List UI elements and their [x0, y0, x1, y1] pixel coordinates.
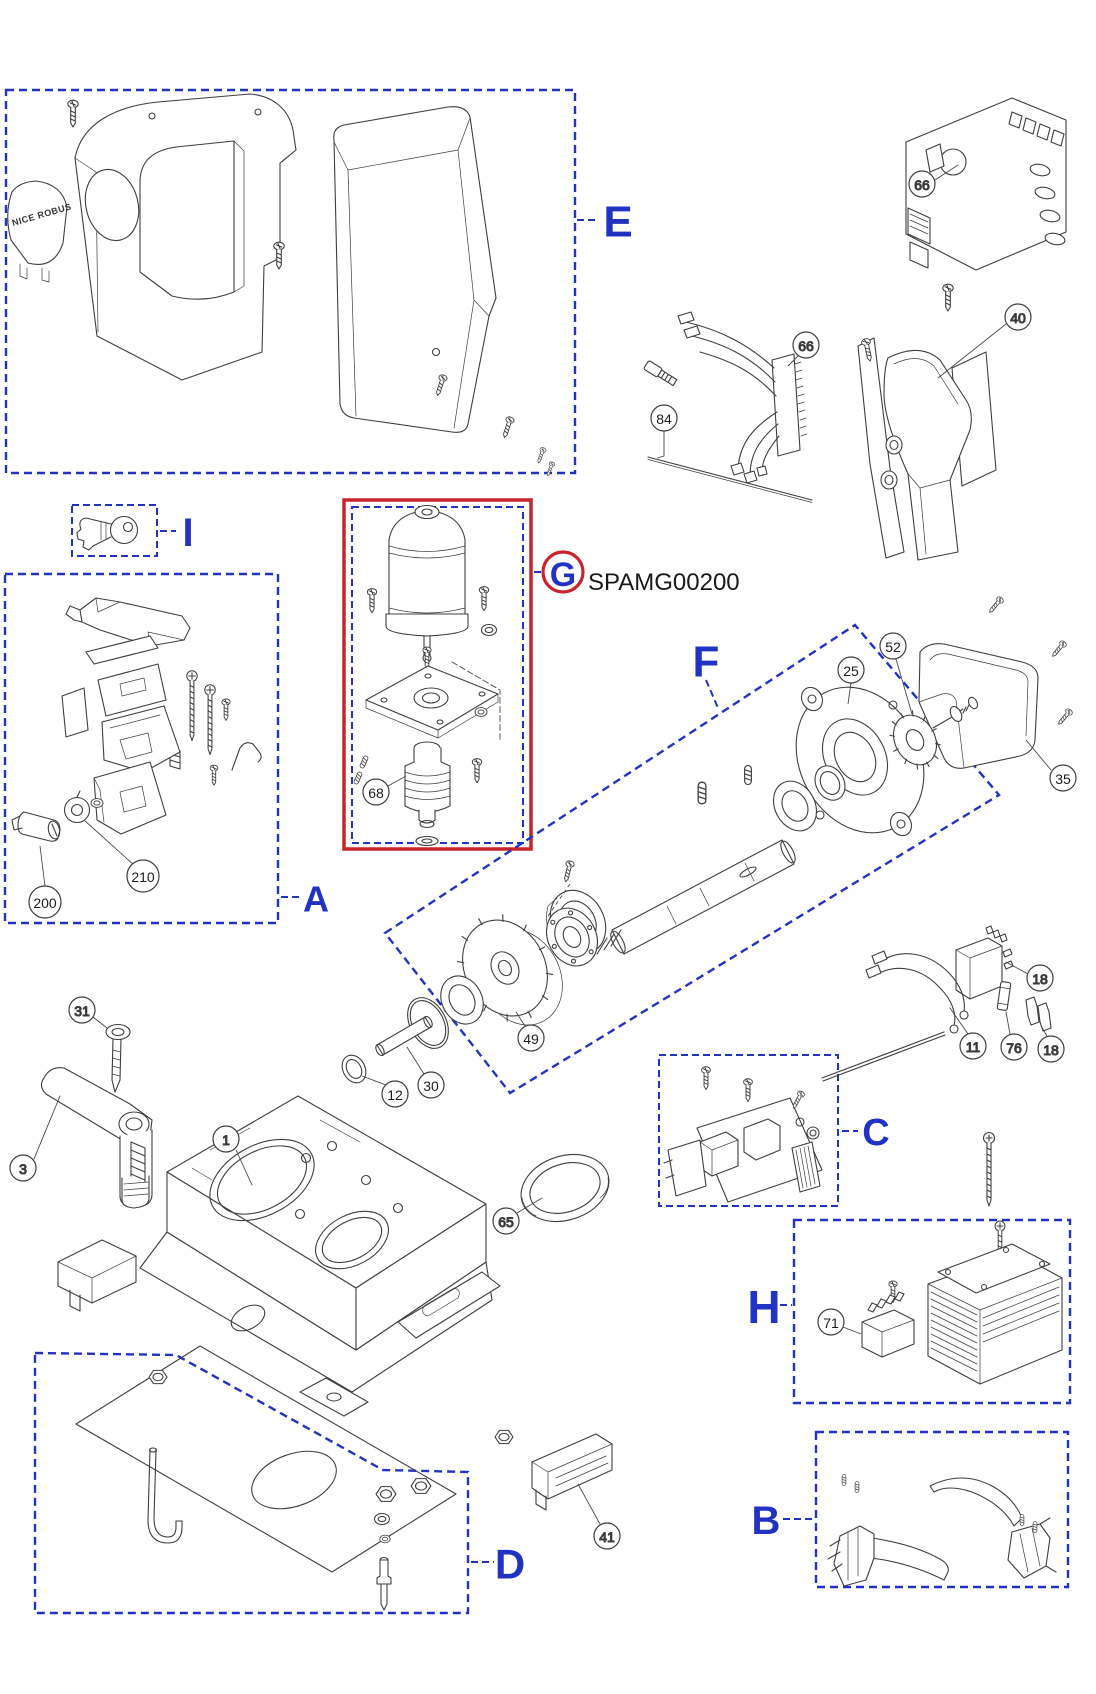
wire-harness-drawing	[643, 312, 819, 483]
part-callout-41	[578, 1484, 620, 1549]
svg-text:11: 11	[965, 1039, 981, 1055]
seal-12-drawing	[337, 1051, 370, 1087]
base-drawing	[140, 1096, 500, 1416]
part-callout-30	[407, 1047, 444, 1098]
limit-switch-drawing	[822, 926, 1064, 1081]
section-label-c: C	[862, 1112, 890, 1154]
section-label-e: E	[603, 197, 633, 247]
latch-parts-drawing	[62, 598, 261, 834]
motor-drawing	[367, 506, 496, 663]
svg-text:18: 18	[1032, 971, 1048, 987]
section-c-board-box	[659, 1055, 890, 1206]
inner-cover-drawing	[75, 94, 296, 380]
part-callout-71	[818, 1309, 861, 1335]
svg-text:210: 210	[131, 869, 155, 885]
part-callout-31	[69, 997, 107, 1028]
section-label-a: A	[303, 878, 329, 920]
part-callout-35	[1026, 740, 1076, 791]
release-lever-drawing	[10, 1068, 152, 1208]
svg-text:52: 52	[885, 639, 901, 655]
gear-cover-drawing	[919, 644, 1038, 769]
svg-text:12: 12	[387, 1087, 403, 1103]
lock-cylinder-drawing	[12, 791, 103, 841]
section-label-h: H	[747, 1281, 781, 1333]
rubber-block-drawing	[58, 1240, 136, 1311]
svg-text:18: 18	[1043, 1042, 1059, 1058]
svg-text:200: 200	[33, 895, 57, 911]
svg-text:41: 41	[599, 1529, 615, 1545]
svg-text:65: 65	[498, 1214, 514, 1230]
rectifier-drawing	[862, 1281, 914, 1357]
part-callout-84	[651, 405, 677, 458]
svg-text:31: 31	[74, 1003, 90, 1019]
left-clamp-drawing	[828, 1526, 948, 1586]
svg-text:30: 30	[423, 1078, 439, 1094]
spare-part-code: SPAMG00200	[588, 569, 740, 596]
svg-text:35: 35	[1055, 771, 1071, 787]
seal-ring-65-drawing	[493, 1144, 618, 1234]
part-callout-200	[29, 846, 61, 918]
stop-block-drawing	[532, 1434, 620, 1549]
svg-text:49: 49	[523, 1031, 539, 1047]
section-h-transformer-box	[747, 1220, 1070, 1403]
svg-text:66: 66	[914, 177, 930, 193]
key-drawing	[77, 517, 138, 551]
robus-cap-drawing	[8, 181, 73, 282]
section-label-b: B	[751, 1499, 781, 1543]
section-b-clamp-box	[752, 1432, 1068, 1587]
transformer-drawing	[928, 1221, 1062, 1384]
part-callout-76	[1001, 1012, 1027, 1060]
part-callout-66-harness	[788, 332, 819, 366]
svg-text:1: 1	[222, 1132, 230, 1148]
section-label-g: G	[549, 556, 577, 594]
part-callout-3	[10, 1096, 60, 1181]
long-screw-drawing	[984, 1133, 995, 1207]
part-callout-18-holder	[1038, 1026, 1064, 1062]
svg-text:84: 84	[656, 411, 672, 427]
svg-text:25: 25	[843, 663, 859, 679]
foundation-plate-drawing	[76, 1346, 456, 1572]
anchor-stud-drawing	[377, 1558, 391, 1611]
part-callout-12	[362, 1076, 408, 1107]
part-callout-68	[363, 776, 406, 805]
cover-brand-text: NICE ROBUS	[10, 201, 73, 228]
section-label-d: D	[494, 1540, 526, 1588]
svg-text:71: 71	[823, 1315, 839, 1331]
section-e-cover-box	[6, 90, 633, 477]
part-callout-18-switch	[1006, 962, 1053, 991]
pcb-drawing	[664, 1067, 822, 1202]
svg-text:68: 68	[368, 785, 384, 801]
section-d-plate-box	[35, 1346, 525, 1613]
release-bracket-drawing	[858, 284, 1031, 560]
worm-gear-drawing	[405, 742, 450, 828]
svg-text:40: 40	[1010, 310, 1026, 326]
section-label-f: F	[692, 637, 720, 687]
motor-plate-drawing	[366, 647, 500, 742]
section-label-i: I	[182, 511, 194, 555]
section-i-key-box	[72, 505, 194, 556]
section-g-motor-box	[344, 500, 740, 849]
stub-shaft-drawing	[374, 1015, 434, 1057]
svg-text:3: 3	[19, 1161, 27, 1177]
outer-cover-drawing	[334, 107, 496, 433]
part-callout-49	[516, 1012, 544, 1051]
svg-text:76: 76	[1006, 1040, 1022, 1056]
section-a-release-box	[5, 574, 329, 923]
box-d-outline	[35, 1353, 468, 1613]
svg-text:66: 66	[798, 338, 814, 354]
control-board-drawing	[906, 98, 1066, 270]
